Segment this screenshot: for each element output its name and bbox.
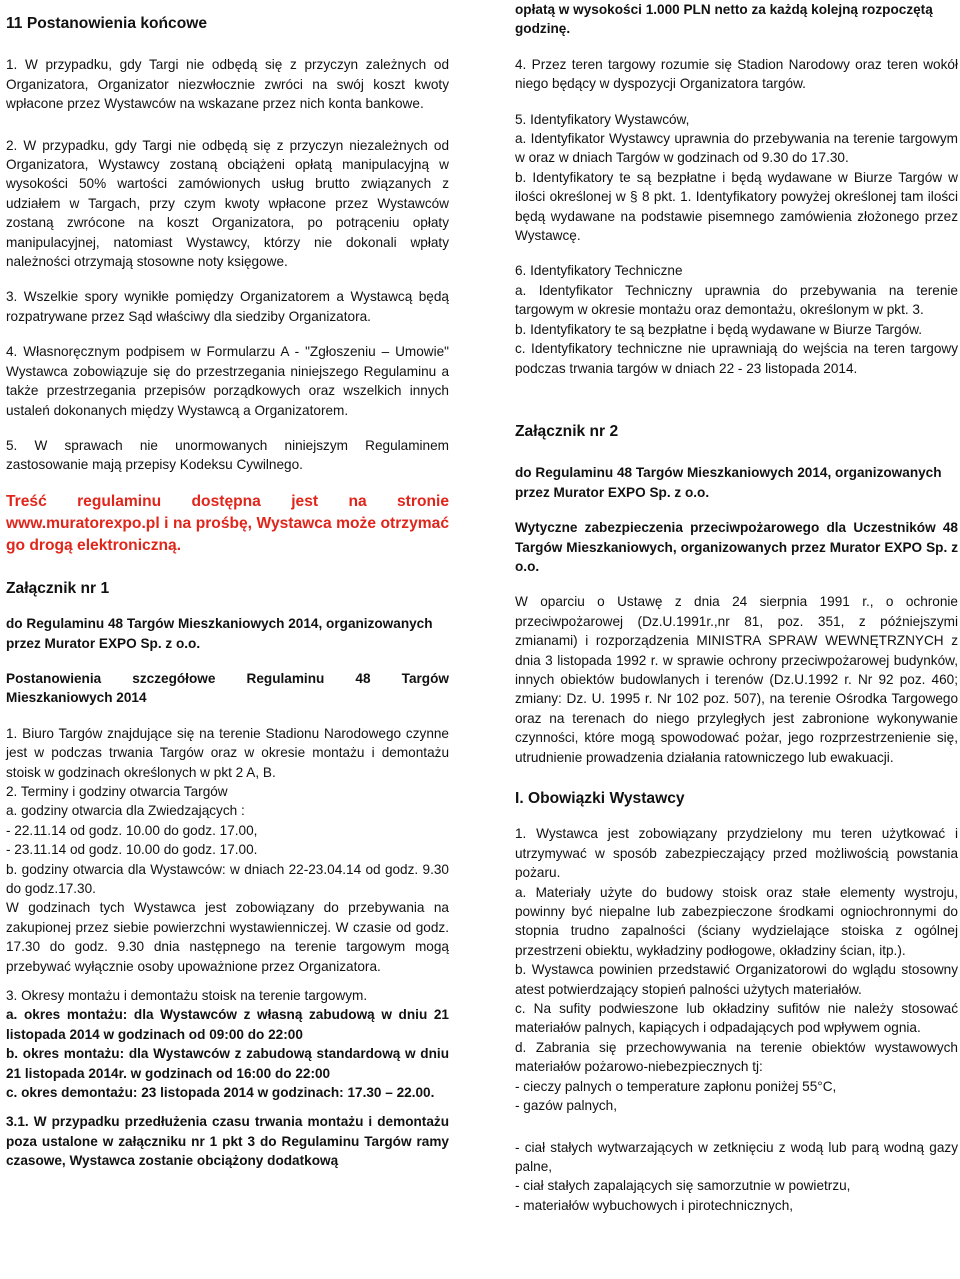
paragraph-3: 3. Wszelkie spory wynikłe pomiędzy Organizatorem a Wystawcą będą rozpatrywane przez Sąd właściwy dla siedziby Organizatora.: [6, 289, 449, 324]
annex-1-item: - 22.11.14 od godz. 10.00 do godz. 17.00,: [6, 822, 258, 838]
left-column: [6, 14, 449, 1171]
item-6b: b. Identyfikatory te są bezpłatne i będą wydawane w Biurze Targów.: [515, 321, 923, 337]
annex-2-heading: Wytyczne zabezpieczenia przeciwpożarowego dla Uczestników 48 Targów Mieszkaniowych, organizowanych przez Murator EXPO Sp. z o.o.: [515, 520, 958, 574]
annex-2-intro: W oparciu o Ustawę z dnia 24 sierpnia 1991 r., o ochronie przeciwpożarowej (Dz.U.1991r.,nr 81, poz. 351, z późniejszymi zmianami) i rozporządzenia MINISTRA SPRAW WEWNĘTRZNYCH z dnia 3 listopada 1992 r. w sprawie ochrony przeciwpożarowej budynków, innych obiektów budowlanych i terenów (Dz.U.1992 r. Nr 92 poz. 460; zmiany: Dz. U. 1995 r. Nr 102 poz. 507), na terenie Ośrodka Targowego oraz na terenach do niego przyległych jest zabronione wykonywanie czynności, które mogą spowodować pożar, jego rozprzestrzenienie się, utrudnienie prowadzenia działania ratowniczego lub ewakuacji.: [515, 594, 958, 765]
section-1-item: - cieczy palnych o temperature zapłonu poniżej 55°C,: [515, 1078, 837, 1094]
item-6a: a. Identyfikator Techniczny uprawnia do przebywania na terenie targowym w okresie montażu oraz demontażu, określonym w pkt. 3.: [515, 282, 958, 318]
right-column: [515, 0, 958, 1215]
section-1-item: - ciał stałych zapalających się samorzutnie w powietrzu,: [515, 1178, 851, 1194]
item-5b: b. Identyfikatory te są bezpłatne i będą wydawane w Biurze Targów w ilości określonej w § 8 pkt. 1. Identyfikatory powyżej określonej tam ilości będą wydawane na podstawie pisemnego zamówienia złożonego przez Wystawcę.: [515, 169, 958, 244]
section-1-item: - materiałów wybuchowych i pirotechnicznych,: [515, 1197, 794, 1213]
annex-1-item: - 23.11.14 od godz. 10.00 do godz. 17.00.: [6, 842, 258, 858]
section-1-item: a. Materiały użyte do budowy stoisk oraz stałe elementy wystroju, powinny być niepalne lub zabezpieczone środkami ogniochronnymi do stopnia trudno zapalności (ściany wydzielające stoiska z ogólnej przestrzeni obiektu, wykładziny podłogowe, okładziny ścian, itp.).: [515, 884, 958, 958]
paragraph-5: 5. W sprawach nie unormowanych niniejszym Regulaminem zastosowanie mają przepisy Kodeksu Cywilnego.: [6, 437, 449, 473]
annex-1-item: 1. Biuro Targów znajdujące się na terenie Stadionu Narodowego czynne jest w podczas trwania Targów oraz w okresie montażu i demontażu stoisk w godzinach określonych w pkt 2 A, B.: [6, 725, 449, 780]
section-title: 11 Postanowienia końcowe: [6, 15, 208, 32]
item-6: 6. Identyfikatory Techniczne: [515, 263, 683, 279]
annex-1-title: Załącznik nr 1: [6, 579, 110, 597]
paragraph-2: 2. W przypadku, gdy Targi nie odbędą się z przyczyn niezależnych od Organizatora, Wystawcy zostaną obciążeni opłatą manipulacyjną w wysokości 50% wartości zamówionych usług brutto związanych z udziałem w Targach, przy czym kwoty wpłacone przez Wystawców zostaną zwrócone na koszt Organizatora, po potrąceniu opłaty manipulacyjnej, natomiast Wystawcy, którzy nie dokonali wpłaty należności otrzymają stosowne noty księgowe.: [6, 137, 449, 270]
annex-1-item: c. okres demontażu: 23 listopada 2014 w godzinach: 17.30 – 22.00.: [6, 1085, 435, 1101]
section-1-title: I. Obowiązki Wystawcy: [515, 790, 685, 807]
item-6c: c. Identyfikatory techniczne nie uprawniają do wejścia na teren targowy podczas trwania targów w dniach 22 - 23 listopada 2014.: [515, 341, 958, 376]
annex-1-item: 3. Okresy montażu i demontażu stoisk na terenie targowym.: [6, 988, 368, 1004]
section-1-item: b. Wystawca powinien przedstawić Organizatorowi do wglądu stosowny atest potwierdzający stopień palności użytych materiałów.: [515, 962, 958, 997]
website-notice: Treść regulaminu dostępna jest na stronie www.muratorexpo.pl i na prośbę, Wystawca może otrzymać go drogą elektroniczną.: [6, 492, 449, 554]
section-1-item: - gazów palnych,: [515, 1098, 618, 1114]
annex-1-item: W godzinach tych Wystawca jest zobowiązany do przebywania na zakupionej przez siebie powierzchni wystawienniczej. W czasie od godz. 17.30 do godz. 9.30 dnia następnego na terenie targowym mogą przebywać wyłącznie osoby upoważnione przez Organizatora.: [6, 900, 449, 974]
annex-2-title: Załącznik nr 2: [515, 422, 619, 440]
item-4: 4. Przez teren targowy rozumie się Stadion Narodowy oraz teren wokół niego będący w dyspozycji Organizatora targów.: [515, 56, 958, 92]
section-1-item: 1. Wystawca jest zobowiązany przydzielony mu teren użytkować i utrzymywać w sposób zabezpieczający przed możliwością powstania pożaru.: [515, 826, 958, 881]
annex-1-heading: Postanowienia szczegółowe Regulaminu 48 Targów Mieszkaniowych 2014: [6, 670, 449, 706]
annex-1-item: b. okres montażu: dla Wystawców z zabudową standardową w dniu 21 listopada 2014r. w godzinach od 16:00 do 22:00: [6, 1046, 449, 1081]
paragraph-4: 4. Własnoręcznym podpisem w Formularzu A - "Zgłoszeniu – Umowie" Wystawca zobowiązuje się do przestrzegania niniejszego Regulaminu a także przestrzegania przepisów porządkowych oraz wszelkich innych ustaleń dokonanych między Wystawcą a Organizatorem.: [6, 344, 449, 418]
annex-1-item: 3.1. W przypadku przedłużenia czasu trwania montażu i demontażu poza ustalone w załączniku nr 1 pkt 3 do Regulaminu Targów ramy czasowe, Wystawca zostanie obciążony dodatkową: [6, 1114, 449, 1169]
section-1-item: - ciał stałych wytwarzających w zetknięciu z wodą lub parą wodną gazy palne,: [515, 1139, 958, 1174]
annex-1-subtitle: do Regulaminu 48 Targów Mieszkaniowych 2014, organizowanych przez Murator EXPO Sp. z o.o.: [6, 616, 433, 651]
annex-1-item: a. godziny otwarcia dla Zwiedzających :: [6, 803, 245, 819]
item-5a: a. Identyfikator Wystawcy uprawnia do przebywania na terenie targowym w oraz w dniach Targów w godzinach od 9.30 do 17.30.: [515, 131, 958, 166]
paragraph-1: 1. W przypadku, gdy Targi nie odbędą się z przyczyn zależnych od Organizatora, Organizator niezwłocznie zwróci na swój koszt kwoty wpłacone przez Wystawców na wskazane przez nich konta bankowe.: [6, 57, 449, 112]
annex-1-item: 2. Terminy i godziny otwarcia Targów: [6, 783, 228, 799]
annex-1-item: a. okres montażu: dla Wystawców z własną zabudową w dniu 21 listopada 2014 w godzinach od 09:00 do 22:00: [6, 1007, 449, 1042]
section-1-item: c. Na sufity podwieszone lub okładziny sufitów nie należy stosować materiałów palnych, kapiących i odpadających pod wpływem ognia.: [515, 1001, 958, 1036]
continued-text: opłatą w wysokości 1.000 PLN netto za każdą kolejną rozpoczętą godzinę.: [515, 2, 933, 37]
annex-2-subtitle: do Regulaminu 48 Targów Mieszkaniowych 2014, organizowanych przez Murator EXPO Sp. z o.o.: [515, 465, 942, 500]
annex-1-item: b. godziny otwarcia dla Wystawców: w dniach 22-23.04.14 od godz. 9.30 do godz.17.30.: [6, 861, 449, 896]
item-5: 5. Identyfikatory Wystawców,: [515, 111, 690, 127]
section-1-item: d. Zabrania się przechowywania na terenie obiektów wystawowych materiałów pożarowo-niebezpiecznych tj:: [515, 1039, 958, 1075]
